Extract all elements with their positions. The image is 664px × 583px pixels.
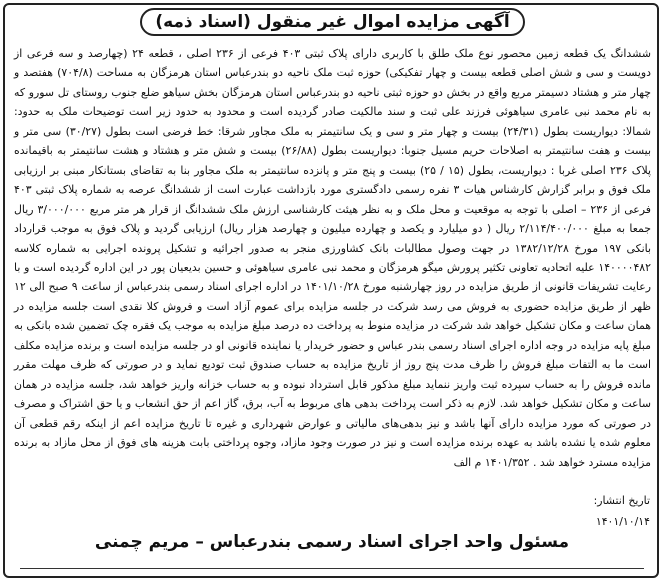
publish-date [588,494,650,507]
publish-date-value [596,515,650,528]
notice-body-paragraph: ششدانگ یک قطعه زمین محصور نوع ملک طلق با کاربری دارای پلاک ثبتی ۴۰۳ فرعی از ۲۳۶ اصلی ، قطعه ۲۴ (چهارصد و سه فرعی از دویست و سی و شش اصلی قطعه بیست و چهار تفکیکی) حوزه ثبت ملک ناحیه دو بندرعباس استان هرمزگان به مساحت (۷۰۴/۸) هفتصد و چهار متر و هشتاد دسیمتر مربع واقع در بخش دو حوزه ثبتی ناحیه دو بندرعباس استان هرمزگان بخش سیاهو ضلع جنوب روستای تل سورو که به نام محمد نبی عامری سیاهوئی فرزند علی ثبت و سند مالکیت صادر گردیده است و محدود به حدود زیر است توضیحات ملک به حدود: شمالا: دیواریست بطول (۲۴/۳۱) بیست و چهار متر و سی و یک سانتیمتر به ملک مجاور شرقا: خط فرضی است بطول (۳۰/۲۷) سی متر و بیست و هفت سانتیمتر به اصلاحات حریم مسیل جنوبا: دیواریست بطول (۲۶/۸۸) بیست و شش متر و هشتاد و هشت سانتیمتر به باقیمانده پلاک ۲۳۶ اصلی غربا : دیواریست، بطول (۱۵ / ۲۵) بیست و پنج متر و پانزده سانتیمتر به ملک مجاور بنا به تقاضای بستانکار مبنی بر ارزیابی ملک فوق و برابر گزارش کارشناس هیات ۳ نفره رسمی دادگستری مورد بازداشت عبارت است از ششدانگ عرصه به شماره پلاک ثبتی ۴۰۳ فرعی از ۲۳۶ – اصلی با توجه به موقعیت و محل ملک و به نظر هیئت کارشناسی ارزش ملک ششدانگ از قرار هر متر مربع ۳/۰۰۰/۰۰۰ ریال جمعا به مبلغ ۲/۱۱۴/۴۰۰/۰۰۰ ریال ( دو میلیارد و یکصد و چهارده میلیون و چهارصد هزار ریال) ارزیابی گردید و پلاک فوق به موجب قرارداد بانکی ۱۹۷ مورخ ۱۳۸۲/۱۲/۲۸ در جهت وصول مطالبات بانک کشاورزی منجر به صدور اجرائیه و تشکیل پرونده اجرایی به شماره کلاسه ۱۴۰۰۰۰۴۸۲ علیه اتحادیه تعاونی تکثیر پرورش میگو هرمزگان و محمد نبی عامری سیاهوئی و حسین بدیعیان پور در این اداره گردیده است و با رعایت تشریفات قانونی از طریق مزایده در روز چهارشنبه مورخ ۱۴۰۱/۱۰/۲۸ در اداره اجرای اسناد رسمی بندرعباس از ساعت ۹ صبح الی ۱۲ ظهر از طریق مزایده حضوری به فروش می رسد شرکت در جلسه مزایده برای عموم آزاد است و فروش کلا نقدی است جلسه مزایده در همان ساعت و مکان تشکیل خواهد شد شرکت در مزایده منوط به پرداخت ده درصد مبلغ مزایده به موجب یک فقره چک تضمین شده بانکی به مبلغ پایه مزایده در وجه اداره اجرای اسناد رسمی بندر عباس و حضور خریدار یا نماینده قانونی او در جلسه مزایده است و برنده مزایده مکلف است ما به التفات مبلغ فروش را ظرف مدت پنج روز از تاریخ مزایده به حساب صندوق ثبت تودیع نماید و در صورتی که ظرف مهلت مقرر مانده فروش را به حساب سپرده ثبت واریز ننماید مبلغ مذکور قابل استرداد نبوده و به حساب خزانه واریز خواهد شد، جلسه مزایده در همان ساعت و مکان تشکیل خواهد شد. لازم به ذکر است پرداخت بدهی های مربوط به آب، برق، گاز اعم از حق انشعاب و یا حق اشتراک و مصرف در صورتی که مورد مزایده دارای آنها باشد و نیز بدهی‌های مالیاتی و عوارض شهرداری و غیره تا تاریخ مزایده اعم از اینکه رقم قطعی آن معلوم شده یا نشده باشد به عهده برنده مزایده است و نیز در صورت وجود مازاد، وجوه پرداختی بابت هزینه های فوق از محل مازاد به برنده مزایده مسترد خواهد شد . ۱۴۰۱/۳۵۲ م الف [14,47,652,469]
publish-date-number: ۱۴۰۱/۱۰/۱۴ [595,515,650,528]
signature-line: مسئول واحد اجرای اسناد رسمی بندرعباس – مریم چمنی [94,532,570,552]
notice-title: آگهی مزایده اموال غیر منقول (اسناد ذمه) [155,12,510,32]
title-box [140,8,525,36]
notice-body [14,44,651,472]
footer-divider [20,568,644,569]
publish-date-label: تاریخ انتشار: [593,494,650,507]
